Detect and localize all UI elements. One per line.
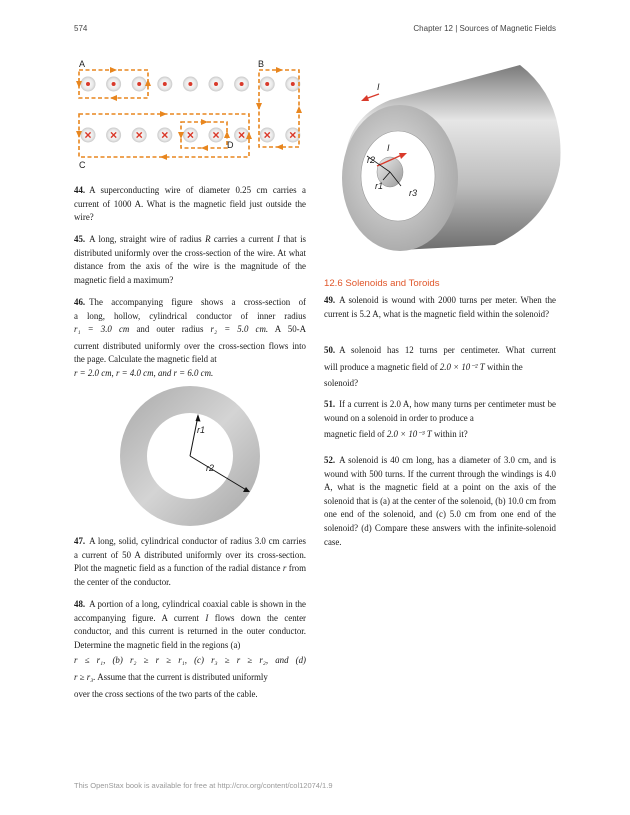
wire-out-of-page [157,77,172,92]
wire-out-of-page [285,77,300,92]
wire-into-page [285,128,300,143]
wire-into-page [209,128,224,143]
page-number: 574 [74,24,88,33]
wire-out-of-page [260,77,275,92]
ring-r2-label: r2 [206,463,215,473]
ring-r1-label: r1 [197,425,206,435]
problem-52: 52. A solenoid is 40 cm long, has a diameter of 3.0 cm, and is wound with 500 turns. If the current through the windings is 4.0 A, what is the magnetic field at a point on the axis of the solenoid that is (a) at the center of the solenoid, (b) 10.0 cm from one end of the solenoid, and (c) 5.0 cm from one end of the solenoid? (d) Compare these answers with the infinite-solenoid case. [324,455,556,547]
problem-51: 51. If a current is 2.0 A, how many turns per centimeter must be wound on a solenoid in order to produce a magnetic field of 2.0 × 10⁻³ T within it? [324,399,556,440]
label-b: B [258,59,265,69]
problem-47: 47. A long, solid, cylindrical conductor of radius 3.0 cm carries a current of 50 A distributed uniformly over its cross-section. Plot the magnetic field as a function of the radial distance r from the center of the conductor. [74,536,306,587]
label-a: A [79,59,86,69]
coax-figure [335,60,565,260]
wire-out-of-page [106,77,121,92]
coax-current-label-inner: I [387,143,390,153]
ring-figure [115,381,265,531]
wire-out-of-page [234,77,249,92]
wire-into-page [132,128,147,143]
wire-out-of-page [183,77,198,92]
section-title: 12.6 Solenoids and Toroids [324,278,440,289]
coax-current-label-top: I [377,82,380,92]
label-c: C [79,160,86,170]
wire-into-page [157,128,172,143]
coax-r2-label: r2 [367,155,376,165]
problem-45: 45. A long, straight wire of radius R carries a current I that is distributed uniformly over the cross-section of the wire. At what distance from the axis of the wire is the magnitude of the magnetic field a maximum? [74,234,307,285]
problem-48: 48. A portion of a long, cylindrical coaxial cable is shown in the accompanying figure. A current I flows down the center conductor, and this current is returned in the outer conductor. Determine the magnetic field in the regions (a) r ≤ r₁, (b) r₂ ≥ r ≥ r₁, (c) r₃ ≥ r ≥ r₂, and (d) r ≥ r₃. Assume that the current is distributed uniformly over the cross sections of the two parts of the cable. [74,599,306,699]
problem-44: 44. A superconducting wire of diameter 0.25 cm carries a current of 1000 A. What is the magnetic field just outside the wire? [74,185,306,223]
chapter-title: Chapter 12 | Sources of Magnetic Fields [413,24,556,33]
problem-46: 46. The accompanying figure shows a cross-section of a long, hollow, cylindrical conductor of inner radius r₁ = 3.0 cm and outer radius r₂ = 5.0 cm. A 50-A current distributed uniformly over the cross-section flows into the page. Calculate the magnetic field at r = 2.0 cm, r = 4.0 cm, and r = 6.0 cm. [74,297,306,378]
coax-r1-label: r1 [375,181,384,191]
footer-note: This OpenStax book is available for free at http://cnx.org/content/col12074/1.9 [74,781,333,790]
wire-into-page [106,128,121,143]
problem-50: 50. A solenoid has 12 turns per centimeter. What current will produce a magnetic field of 2.0 × 10⁻² T within the solenoid? [324,345,556,389]
wire-out-of-page [81,77,96,92]
label-d: D [227,140,234,150]
coax-r3-label: r3 [409,188,418,198]
wires-figure [70,55,310,175]
wire-into-page [183,128,198,143]
problem-49: 49. A solenoid is wound with 2000 turns per meter. When the current is 5.2 A, what is the magnetic field within the solenoid? [324,295,556,319]
wire-into-page [234,128,249,143]
wire-into-page [81,128,96,143]
wire-out-of-page [132,77,147,92]
wire-out-of-page [209,77,224,92]
wire-into-page [260,128,275,143]
